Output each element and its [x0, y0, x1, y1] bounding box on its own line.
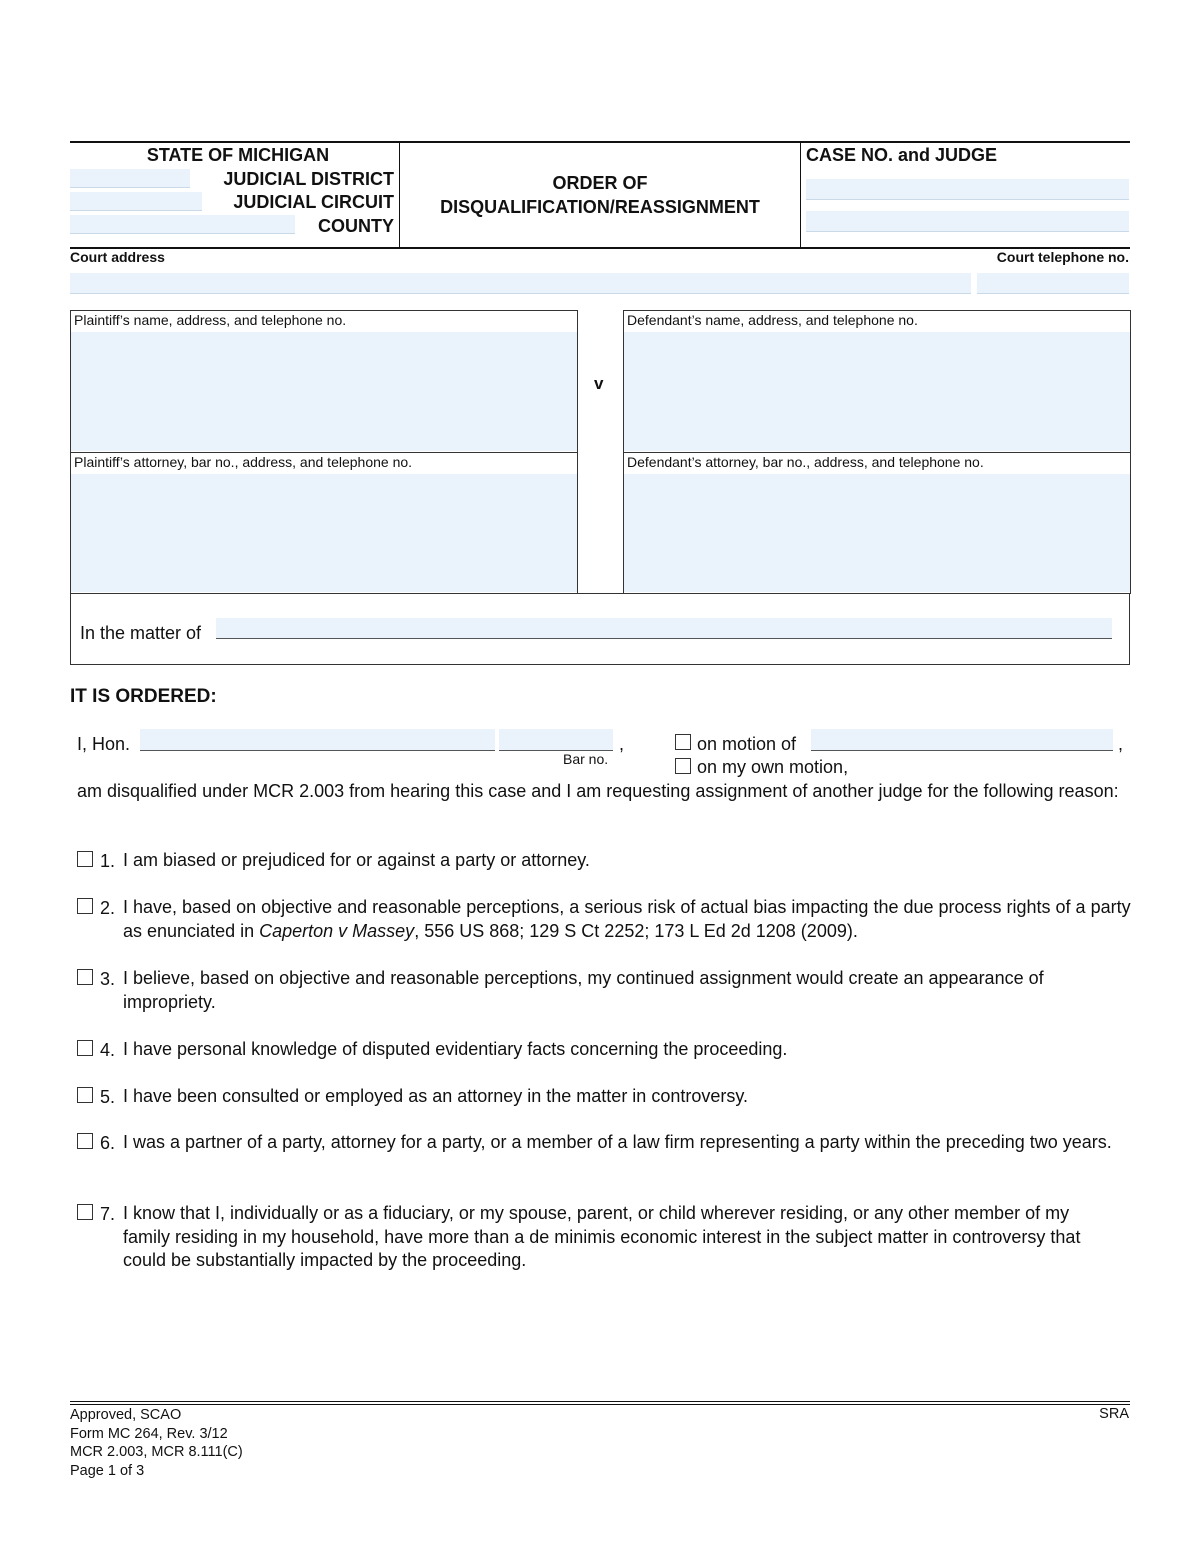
bar-no-label: Bar no.: [563, 751, 609, 767]
hon-comma: ,: [619, 734, 625, 754]
court-address-field[interactable]: [70, 273, 971, 294]
footer-rule-top: [70, 1401, 1130, 1402]
reason-3-number: 3.: [100, 969, 116, 989]
reason-5-text: I have been consulted or employed as an attorney in the matter in controversy.: [123, 1086, 749, 1106]
case-no-field[interactable]: [806, 179, 1129, 200]
judicial-circuit-field[interactable]: [70, 192, 202, 211]
judge-field[interactable]: [806, 211, 1129, 232]
defendant-box-divider: [623, 452, 1130, 453]
plaintiff-field[interactable]: [71, 332, 577, 451]
judicial-circuit-label: JUDICIAL CIRCUIT: [233, 192, 394, 212]
hon-label: I, Hon.: [77, 734, 131, 754]
versus-label: v: [594, 374, 604, 393]
court-address-label: Court address: [70, 249, 165, 265]
matter-field[interactable]: [216, 618, 1112, 639]
plaintiff-attorney-field[interactable]: [71, 474, 577, 592]
reason-2-text-b: , 556 US 868; 129 S Ct 2252; 173 L Ed 2d 1208 (2009).: [414, 920, 858, 941]
defendant-label: Defendant’s name, address, and telephone no.: [627, 312, 918, 328]
reason-2-text-a: I have, based on objective and reasonable perceptions, a serious risk of actual bias impacting the due process rights of a party as enunciated in: [123, 897, 1131, 941]
motion-comma: ,: [1118, 734, 1124, 754]
bar-no-field[interactable]: [499, 729, 613, 751]
reason-2-case-name: Caperton v Massey: [259, 920, 415, 941]
plaintiff-box-divider: [70, 452, 577, 453]
header-divider-right: [800, 143, 801, 247]
judicial-district-field[interactable]: [70, 169, 190, 188]
disqualification-statement: am disqualified under MCR 2.003 from hearing this case and I am requesting assignment of another judge for the following reason:: [77, 781, 1119, 801]
reason-7-number: 7.: [100, 1204, 116, 1224]
reason-6-number: 6.: [100, 1133, 116, 1153]
footer-mcr: MCR 2.003, MCR 8.111(C): [70, 1444, 243, 1460]
form-title-line1: ORDER OF: [552, 173, 648, 193]
defendant-attorney-field[interactable]: [624, 474, 1130, 592]
reason-7-text: I know that I, individually or as a fiduciary, or my spouse, parent, or child wherever residing, or any other member of my family residing in my household, have more than a de minimis economic interest in the subject matter in controversy that could be substantially impacted by the proceeding.: [123, 1203, 1081, 1270]
county-label: COUNTY: [318, 216, 394, 236]
footer-rule-bottom: [70, 1404, 1130, 1405]
reason-1-number: 1.: [100, 851, 116, 871]
footer-form-number: Form MC 264, Rev. 3/12: [70, 1426, 228, 1442]
footer-code: SRA: [1099, 1406, 1129, 1422]
own-motion-checkbox[interactable]: [675, 758, 691, 774]
court-telephone-field[interactable]: [977, 273, 1129, 294]
defendant-field[interactable]: [624, 332, 1130, 451]
reason-1-checkbox[interactable]: [77, 851, 93, 867]
reason-4-number: 4.: [100, 1040, 116, 1060]
footer-approved: Approved, SCAO: [70, 1407, 182, 1423]
motion-party-field[interactable]: [811, 729, 1113, 751]
reason-4-text: I have personal knowledge of disputed evidentiary facts concerning the proceeding.: [123, 1039, 788, 1059]
reason-2-checkbox[interactable]: [77, 898, 93, 914]
on-motion-label: on motion of: [697, 734, 797, 754]
matter-label: In the matter of: [80, 623, 202, 643]
reason-2-text: [123, 896, 1133, 943]
reason-1-text: I am biased or prejudiced for or against a party or attorney.: [123, 850, 590, 870]
footer-page-number: Page 1 of 3: [70, 1463, 145, 1479]
reason-4-checkbox[interactable]: [77, 1040, 93, 1056]
county-field[interactable]: [70, 215, 295, 234]
header-top-rule: [70, 141, 1130, 143]
defendant-attorney-label: Defendant’s attorney, bar no., address, and telephone no.: [627, 454, 984, 470]
reason-7-checkbox[interactable]: [77, 1204, 93, 1220]
on-motion-checkbox[interactable]: [675, 734, 691, 750]
state-heading: STATE OF MICHIGAN: [146, 145, 330, 165]
reason-5-checkbox[interactable]: [77, 1087, 93, 1103]
plaintiff-label: Plaintiff’s name, address, and telephone no.: [74, 312, 347, 328]
form-title-line2: DISQUALIFICATION/REASSIGNMENT: [440, 197, 760, 217]
reason-6-checkbox[interactable]: [77, 1133, 93, 1149]
header-bottom-rule: [70, 247, 1130, 249]
reason-3-text: I believe, based on objective and reasonable perceptions, my continued assignment would create an appearance of impropriety.: [123, 968, 1044, 1012]
judicial-district-label: JUDICIAL DISTRICT: [223, 169, 394, 189]
case-no-label: CASE NO. and JUDGE: [806, 145, 998, 165]
reason-2-number: 2.: [100, 898, 116, 918]
own-motion-label: on my own motion,: [697, 757, 849, 777]
court-telephone-label: Court telephone no.: [996, 249, 1129, 265]
plaintiff-attorney-label: Plaintiff’s attorney, bar no., address, and telephone no.: [74, 454, 413, 470]
reason-3-checkbox[interactable]: [77, 969, 93, 985]
reason-6-text: I was a partner of a party, attorney for a party, or a member of a law firm representing a party within the preceding two years.: [123, 1132, 1112, 1152]
order-heading: IT IS ORDERED:: [70, 686, 217, 707]
reason-5-number: 5.: [100, 1087, 116, 1107]
judge-name-field[interactable]: [140, 729, 495, 751]
